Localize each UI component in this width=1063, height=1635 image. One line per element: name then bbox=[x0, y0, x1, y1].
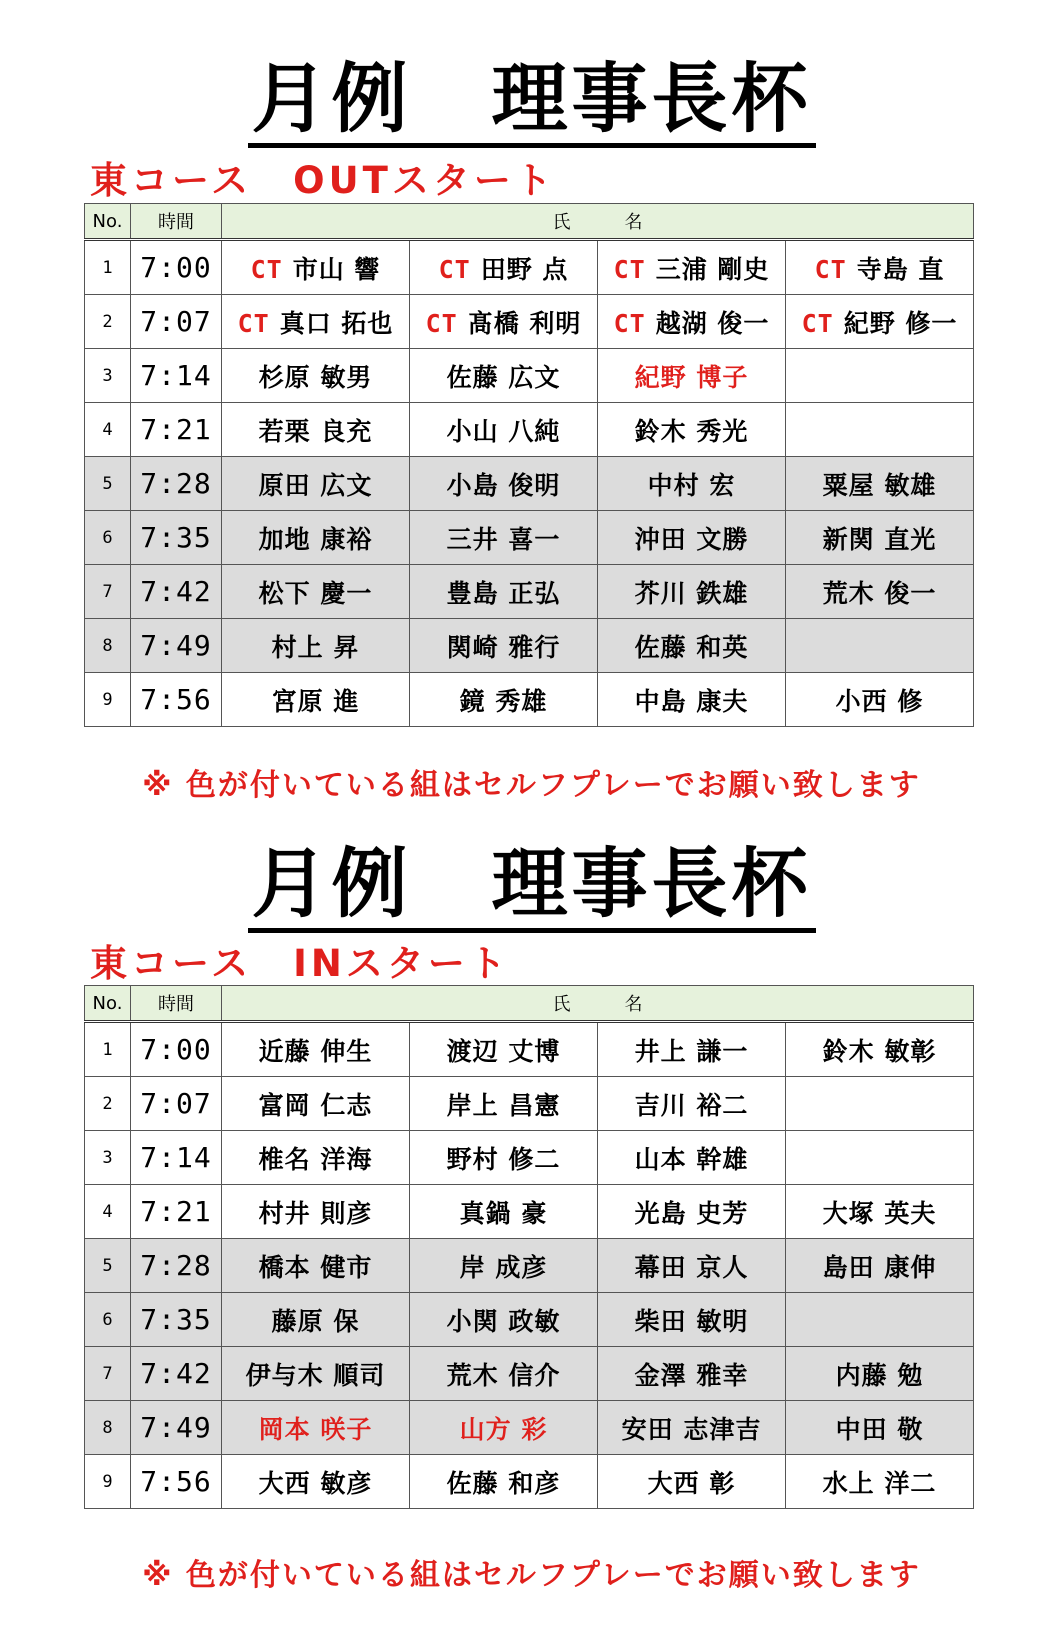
player-cell bbox=[222, 619, 410, 673]
player-name: 荒木 俊一 bbox=[822, 578, 937, 608]
ct-badge: CT bbox=[613, 308, 646, 338]
row-number: 7 bbox=[85, 565, 131, 619]
player-cell bbox=[786, 1401, 974, 1455]
player-name: 村井 則彦 bbox=[258, 1198, 373, 1228]
player-cell bbox=[410, 511, 598, 565]
player-name: 加地 康裕 bbox=[258, 524, 373, 554]
player-cell bbox=[410, 240, 598, 295]
table-row bbox=[85, 1293, 974, 1347]
player-cell bbox=[786, 295, 974, 349]
row-number: 7 bbox=[85, 1347, 131, 1401]
player-name: 伊与木 順司 bbox=[245, 1360, 386, 1390]
ct-badge: CT bbox=[250, 254, 283, 284]
player-name: 野村 修二 bbox=[446, 1144, 561, 1174]
header-no: No. bbox=[85, 204, 131, 240]
player-cell bbox=[786, 1185, 974, 1239]
table-row bbox=[85, 1077, 974, 1131]
tee-time: 7:28 bbox=[131, 457, 222, 511]
table-header-row bbox=[85, 986, 974, 1022]
row-number: 9 bbox=[85, 673, 131, 727]
row-number: 5 bbox=[85, 1239, 131, 1293]
player-cell bbox=[222, 240, 410, 295]
player-cell bbox=[410, 1347, 598, 1401]
player-name: 沖田 文勝 bbox=[634, 524, 749, 554]
player-name: 佐藤 広文 bbox=[446, 362, 561, 392]
ct-badge: CT bbox=[425, 308, 458, 338]
header-time: 時間 bbox=[131, 204, 222, 240]
row-number: 1 bbox=[85, 240, 131, 295]
player-name: 安田 志津吉 bbox=[621, 1414, 762, 1444]
player-cell bbox=[410, 1131, 598, 1185]
row-number: 2 bbox=[85, 1077, 131, 1131]
player-cell bbox=[222, 1401, 410, 1455]
player-cell bbox=[410, 565, 598, 619]
player-cell bbox=[598, 1239, 786, 1293]
player-cell bbox=[786, 457, 974, 511]
header-name: 氏 名 bbox=[222, 986, 974, 1022]
player-cell bbox=[598, 295, 786, 349]
player-cell bbox=[786, 1239, 974, 1293]
player-name: 岸上 昌憲 bbox=[446, 1090, 561, 1120]
player-name: 山本 幹雄 bbox=[634, 1144, 749, 1174]
header-no: No. bbox=[85, 986, 131, 1022]
player-cell bbox=[598, 1022, 786, 1077]
tee-time-table bbox=[84, 203, 974, 727]
tee-time: 7:35 bbox=[131, 511, 222, 565]
row-number: 8 bbox=[85, 1401, 131, 1455]
player-cell bbox=[222, 1131, 410, 1185]
player-cell bbox=[598, 673, 786, 727]
player-name: 真口 拓也 bbox=[279, 308, 394, 338]
player-name: 山方 彩 bbox=[459, 1414, 548, 1444]
player-cell bbox=[598, 240, 786, 295]
player-cell bbox=[222, 457, 410, 511]
player-name: 鈴木 秀光 bbox=[634, 416, 749, 446]
player-cell bbox=[222, 1239, 410, 1293]
table-row bbox=[85, 295, 974, 349]
player-cell bbox=[598, 349, 786, 403]
player-cell bbox=[786, 1022, 974, 1077]
player-name: 中島 康夫 bbox=[634, 686, 749, 716]
player-name: 村上 昇 bbox=[271, 632, 360, 662]
player-name: 芥川 鉄雄 bbox=[634, 578, 749, 608]
player-name: 吉川 裕二 bbox=[634, 1090, 749, 1120]
tee-time: 7:21 bbox=[131, 1185, 222, 1239]
player-name: 荒木 信介 bbox=[446, 1360, 561, 1390]
player-name: 岡本 咲子 bbox=[258, 1414, 373, 1444]
row-number: 2 bbox=[85, 295, 131, 349]
player-name: 水上 洋二 bbox=[822, 1468, 937, 1498]
table-row bbox=[85, 457, 974, 511]
player-name: 佐藤 和英 bbox=[634, 632, 749, 662]
player-name: 市山 響 bbox=[292, 254, 381, 284]
player-cell bbox=[410, 1077, 598, 1131]
header-name: 氏 名 bbox=[222, 204, 974, 240]
course-subtitle: 東コース OUTスタート bbox=[90, 159, 556, 202]
self-play-note: ※ 色が付いている組はセルフプレーでお願い致します bbox=[142, 1558, 921, 1593]
player-cell bbox=[598, 1401, 786, 1455]
course-subtitle: 東コース INスタート bbox=[90, 942, 510, 985]
player-name: 真鍋 豪 bbox=[459, 1198, 548, 1228]
table-row bbox=[85, 240, 974, 295]
page-title: 月例 理事長杯 bbox=[0, 54, 1063, 144]
player-cell bbox=[410, 403, 598, 457]
player-name: 大塚 英夫 bbox=[822, 1198, 937, 1228]
player-name: 大西 彰 bbox=[647, 1468, 736, 1498]
row-number: 4 bbox=[85, 403, 131, 457]
table-header-row bbox=[85, 204, 974, 240]
player-name: 光島 史芳 bbox=[634, 1198, 749, 1228]
player-cell bbox=[598, 1293, 786, 1347]
table-row bbox=[85, 619, 974, 673]
player-cell bbox=[598, 1347, 786, 1401]
player-name: 紀野 修一 bbox=[843, 308, 958, 338]
player-name: 金澤 雅幸 bbox=[634, 1360, 749, 1390]
player-cell bbox=[222, 1022, 410, 1077]
player-cell bbox=[222, 1347, 410, 1401]
table-row bbox=[85, 349, 974, 403]
player-cell bbox=[786, 619, 974, 673]
row-number: 6 bbox=[85, 1293, 131, 1347]
tee-time: 7:14 bbox=[131, 349, 222, 403]
ct-badge: CT bbox=[814, 254, 847, 284]
player-name: 三浦 剛史 bbox=[655, 254, 770, 284]
player-name: 小西 修 bbox=[835, 686, 924, 716]
player-cell bbox=[222, 511, 410, 565]
player-name: 島田 康伸 bbox=[822, 1252, 937, 1282]
player-cell bbox=[410, 1455, 598, 1509]
player-cell bbox=[598, 1455, 786, 1509]
player-cell bbox=[410, 1239, 598, 1293]
player-cell bbox=[222, 1455, 410, 1509]
player-name: 鈴木 敏彰 bbox=[822, 1036, 937, 1066]
player-name: 近藤 伸生 bbox=[258, 1036, 373, 1066]
table-row bbox=[85, 1022, 974, 1077]
player-name: 橋本 健市 bbox=[258, 1252, 373, 1282]
row-number: 1 bbox=[85, 1022, 131, 1077]
tee-time: 7:49 bbox=[131, 619, 222, 673]
player-name: 小島 俊明 bbox=[446, 470, 561, 500]
header-time: 時間 bbox=[131, 986, 222, 1022]
row-number: 4 bbox=[85, 1185, 131, 1239]
player-cell bbox=[598, 565, 786, 619]
player-cell bbox=[598, 1077, 786, 1131]
player-name: 中村 宏 bbox=[647, 470, 736, 500]
tee-time: 7:42 bbox=[131, 565, 222, 619]
player-name: 椎名 洋海 bbox=[258, 1144, 373, 1174]
row-number: 3 bbox=[85, 349, 131, 403]
player-cell bbox=[786, 1293, 974, 1347]
tee-time: 7:07 bbox=[131, 295, 222, 349]
player-name: 寺島 直 bbox=[856, 254, 945, 284]
player-cell bbox=[222, 403, 410, 457]
tee-time: 7:56 bbox=[131, 1455, 222, 1509]
player-name: 若栗 良充 bbox=[258, 416, 373, 446]
player-cell bbox=[786, 240, 974, 295]
table-row bbox=[85, 1455, 974, 1509]
player-cell bbox=[410, 619, 598, 673]
player-name: 髙橋 利明 bbox=[467, 308, 582, 338]
player-name: 中田 敬 bbox=[835, 1414, 924, 1444]
player-cell bbox=[222, 349, 410, 403]
player-cell bbox=[786, 511, 974, 565]
player-name: 関崎 雅行 bbox=[446, 632, 561, 662]
player-cell bbox=[410, 349, 598, 403]
table-row bbox=[85, 565, 974, 619]
player-cell bbox=[786, 1131, 974, 1185]
player-name: 杉原 敏男 bbox=[258, 362, 373, 392]
ct-badge: CT bbox=[613, 254, 646, 284]
player-cell bbox=[222, 1293, 410, 1347]
player-name: 佐藤 和彦 bbox=[446, 1468, 561, 1498]
table-row bbox=[85, 1347, 974, 1401]
player-name: 岸 成彦 bbox=[459, 1252, 548, 1282]
player-cell bbox=[598, 457, 786, 511]
player-name: 藤原 保 bbox=[271, 1306, 360, 1336]
table-row bbox=[85, 403, 974, 457]
tee-time: 7:00 bbox=[131, 240, 222, 295]
player-name: 鏡 秀雄 bbox=[459, 686, 548, 716]
player-cell bbox=[598, 1131, 786, 1185]
self-play-note: ※ 色が付いている組はセルフプレーでお願い致します bbox=[142, 768, 921, 803]
player-cell bbox=[222, 1185, 410, 1239]
player-cell bbox=[786, 673, 974, 727]
tee-time-table bbox=[84, 985, 974, 1509]
table-row bbox=[85, 1239, 974, 1293]
player-cell bbox=[410, 295, 598, 349]
player-cell bbox=[598, 403, 786, 457]
player-cell bbox=[410, 457, 598, 511]
player-cell bbox=[222, 1077, 410, 1131]
table-row bbox=[85, 511, 974, 565]
table-row bbox=[85, 1131, 974, 1185]
page-title: 月例 理事長杯 bbox=[0, 839, 1063, 929]
table-row bbox=[85, 1401, 974, 1455]
player-name: 柴田 敏明 bbox=[634, 1306, 749, 1336]
player-cell bbox=[598, 1185, 786, 1239]
row-number: 8 bbox=[85, 619, 131, 673]
ct-badge: CT bbox=[438, 254, 471, 284]
ct-badge: CT bbox=[237, 308, 270, 338]
tee-time: 7:28 bbox=[131, 1239, 222, 1293]
player-name: 三井 喜一 bbox=[446, 524, 561, 554]
table-row bbox=[85, 673, 974, 727]
player-cell bbox=[222, 565, 410, 619]
tee-time: 7:00 bbox=[131, 1022, 222, 1077]
player-name: 原田 広文 bbox=[258, 470, 373, 500]
player-cell bbox=[410, 1293, 598, 1347]
row-number: 9 bbox=[85, 1455, 131, 1509]
player-cell bbox=[786, 565, 974, 619]
row-number: 5 bbox=[85, 457, 131, 511]
player-name: 富岡 仁志 bbox=[258, 1090, 373, 1120]
player-name: 粟屋 敏雄 bbox=[822, 470, 937, 500]
row-number: 6 bbox=[85, 511, 131, 565]
tee-time: 7:14 bbox=[131, 1131, 222, 1185]
player-name: 小山 八純 bbox=[446, 416, 561, 446]
table-row bbox=[85, 1185, 974, 1239]
player-name: 小関 政敏 bbox=[446, 1306, 561, 1336]
player-name: 大西 敏彦 bbox=[258, 1468, 373, 1498]
tee-time: 7:56 bbox=[131, 673, 222, 727]
player-name: 宮原 進 bbox=[271, 686, 360, 716]
ct-badge: CT bbox=[801, 308, 834, 338]
player-name: 新関 直光 bbox=[822, 524, 937, 554]
player-cell bbox=[598, 511, 786, 565]
player-name: 豊島 正弘 bbox=[446, 578, 561, 608]
player-name: 井上 謙一 bbox=[634, 1036, 749, 1066]
player-cell bbox=[410, 1185, 598, 1239]
player-name: 幕田 京人 bbox=[634, 1252, 749, 1282]
player-name: 松下 慶一 bbox=[258, 578, 373, 608]
tee-time: 7:07 bbox=[131, 1077, 222, 1131]
player-name: 越湖 俊一 bbox=[655, 308, 770, 338]
tee-time: 7:21 bbox=[131, 403, 222, 457]
player-cell bbox=[786, 1077, 974, 1131]
player-cell bbox=[786, 403, 974, 457]
player-name: 内藤 勉 bbox=[835, 1360, 924, 1390]
player-cell bbox=[410, 1401, 598, 1455]
tee-time: 7:42 bbox=[131, 1347, 222, 1401]
player-name: 渡辺 丈博 bbox=[446, 1036, 561, 1066]
player-cell bbox=[598, 619, 786, 673]
player-cell bbox=[786, 349, 974, 403]
row-number: 3 bbox=[85, 1131, 131, 1185]
tee-time: 7:49 bbox=[131, 1401, 222, 1455]
player-cell bbox=[222, 295, 410, 349]
player-cell bbox=[410, 1022, 598, 1077]
player-cell bbox=[410, 673, 598, 727]
player-cell bbox=[786, 1347, 974, 1401]
player-cell bbox=[222, 673, 410, 727]
player-cell bbox=[786, 1455, 974, 1509]
tee-time: 7:35 bbox=[131, 1293, 222, 1347]
player-name: 紀野 博子 bbox=[634, 362, 749, 392]
player-name: 田野 点 bbox=[480, 254, 569, 284]
